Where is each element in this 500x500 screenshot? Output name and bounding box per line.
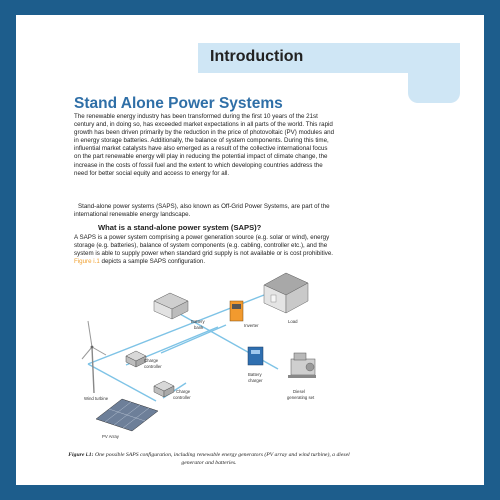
document-page — [16, 15, 484, 485]
label-inverter: Inverter — [244, 323, 259, 328]
label-pv-array: PV Array — [102, 434, 119, 439]
saps-diagram — [66, 271, 316, 441]
header-tab-accent — [408, 43, 460, 103]
label-charge-controller-bottom-1: Charge — [176, 389, 191, 394]
label-battery-charger-1: Battery — [248, 372, 262, 377]
intro-paragraph-3 — [74, 234, 336, 266]
wind-turbine-icon — [82, 321, 106, 393]
inverter-icon — [230, 301, 243, 321]
charge-controller-top-icon — [126, 351, 146, 367]
diesel-generator-icon — [288, 353, 316, 378]
label-diesel-1: Diesel — [293, 389, 305, 394]
label-wind-turbine: Wind turbine — [84, 396, 109, 401]
charge-controller-bottom-icon — [154, 381, 174, 397]
section-title: Stand Alone Power Systems — [74, 95, 283, 112]
chapter-title: Introduction — [210, 48, 304, 65]
label-charge-controller-bottom-2: controller — [173, 395, 191, 400]
battery-charger-icon — [248, 347, 263, 365]
label-diesel-2: generating set — [287, 395, 315, 400]
figure-caption — [64, 451, 354, 467]
label-battery-bank-2: bank — [194, 325, 204, 330]
figure-reference-link[interactable]: Figure i.1 — [74, 258, 100, 266]
load-house-icon — [264, 273, 308, 313]
paragraph-3-text-end: depicts a sample SAPS configuration. — [99, 258, 206, 266]
label-load: Load — [288, 319, 298, 324]
label-battery-charger-2: charger — [248, 378, 263, 383]
chapter-header-tab — [198, 43, 448, 73]
label-charge-controller-top-2: controller — [144, 364, 162, 369]
subheading: What is a stand-alone power system (SAPS)? — [98, 223, 262, 232]
intro-paragraph-2: Stand-alone power systems (SAPS), also known as Off-Grid Power Systems, are part of the international renewable energy landscape. — [74, 203, 330, 219]
label-charge-controller-top-1: Charge — [144, 358, 159, 363]
intro-paragraph-1: The renewable energy industry has been transformed during the first 10 years of the 21st century and, in doing so, has exceeded market expectations in all parts of the world. This rapid growth has been driven primarily by the reduction in the price of photovoltaic (PV) modules and in energy storage batteries. Additionally, the balance of system components. During this time, influential market catalysts have also emerged as a result of the collective international focus on the part renewable energy will play in reducing the potential impact of climate change, the increase in the costs of fossil fuel and the extent to which developing countries address the need for better social equity and access to energy for all. — [74, 113, 335, 177]
caption-text: One possible SAPS configuration, including renewable energy generators (PV array and wind turbine), a diesel generator and batteries. — [93, 452, 350, 466]
label-battery-bank-1: Battery — [191, 319, 205, 324]
caption-label: Figure i.1: — [68, 452, 94, 458]
paragraph-3-text-start: A SAPS is a power system comprising a power generation source (e.g. solar or wind), energy storage (e.g. batteries), balance of system components (e.g. cabling, controller etc.), and the system is able to supply power when standard grid supply is not available or is cost prohibitive. — [74, 234, 333, 258]
pv-array-icon — [96, 399, 158, 431]
